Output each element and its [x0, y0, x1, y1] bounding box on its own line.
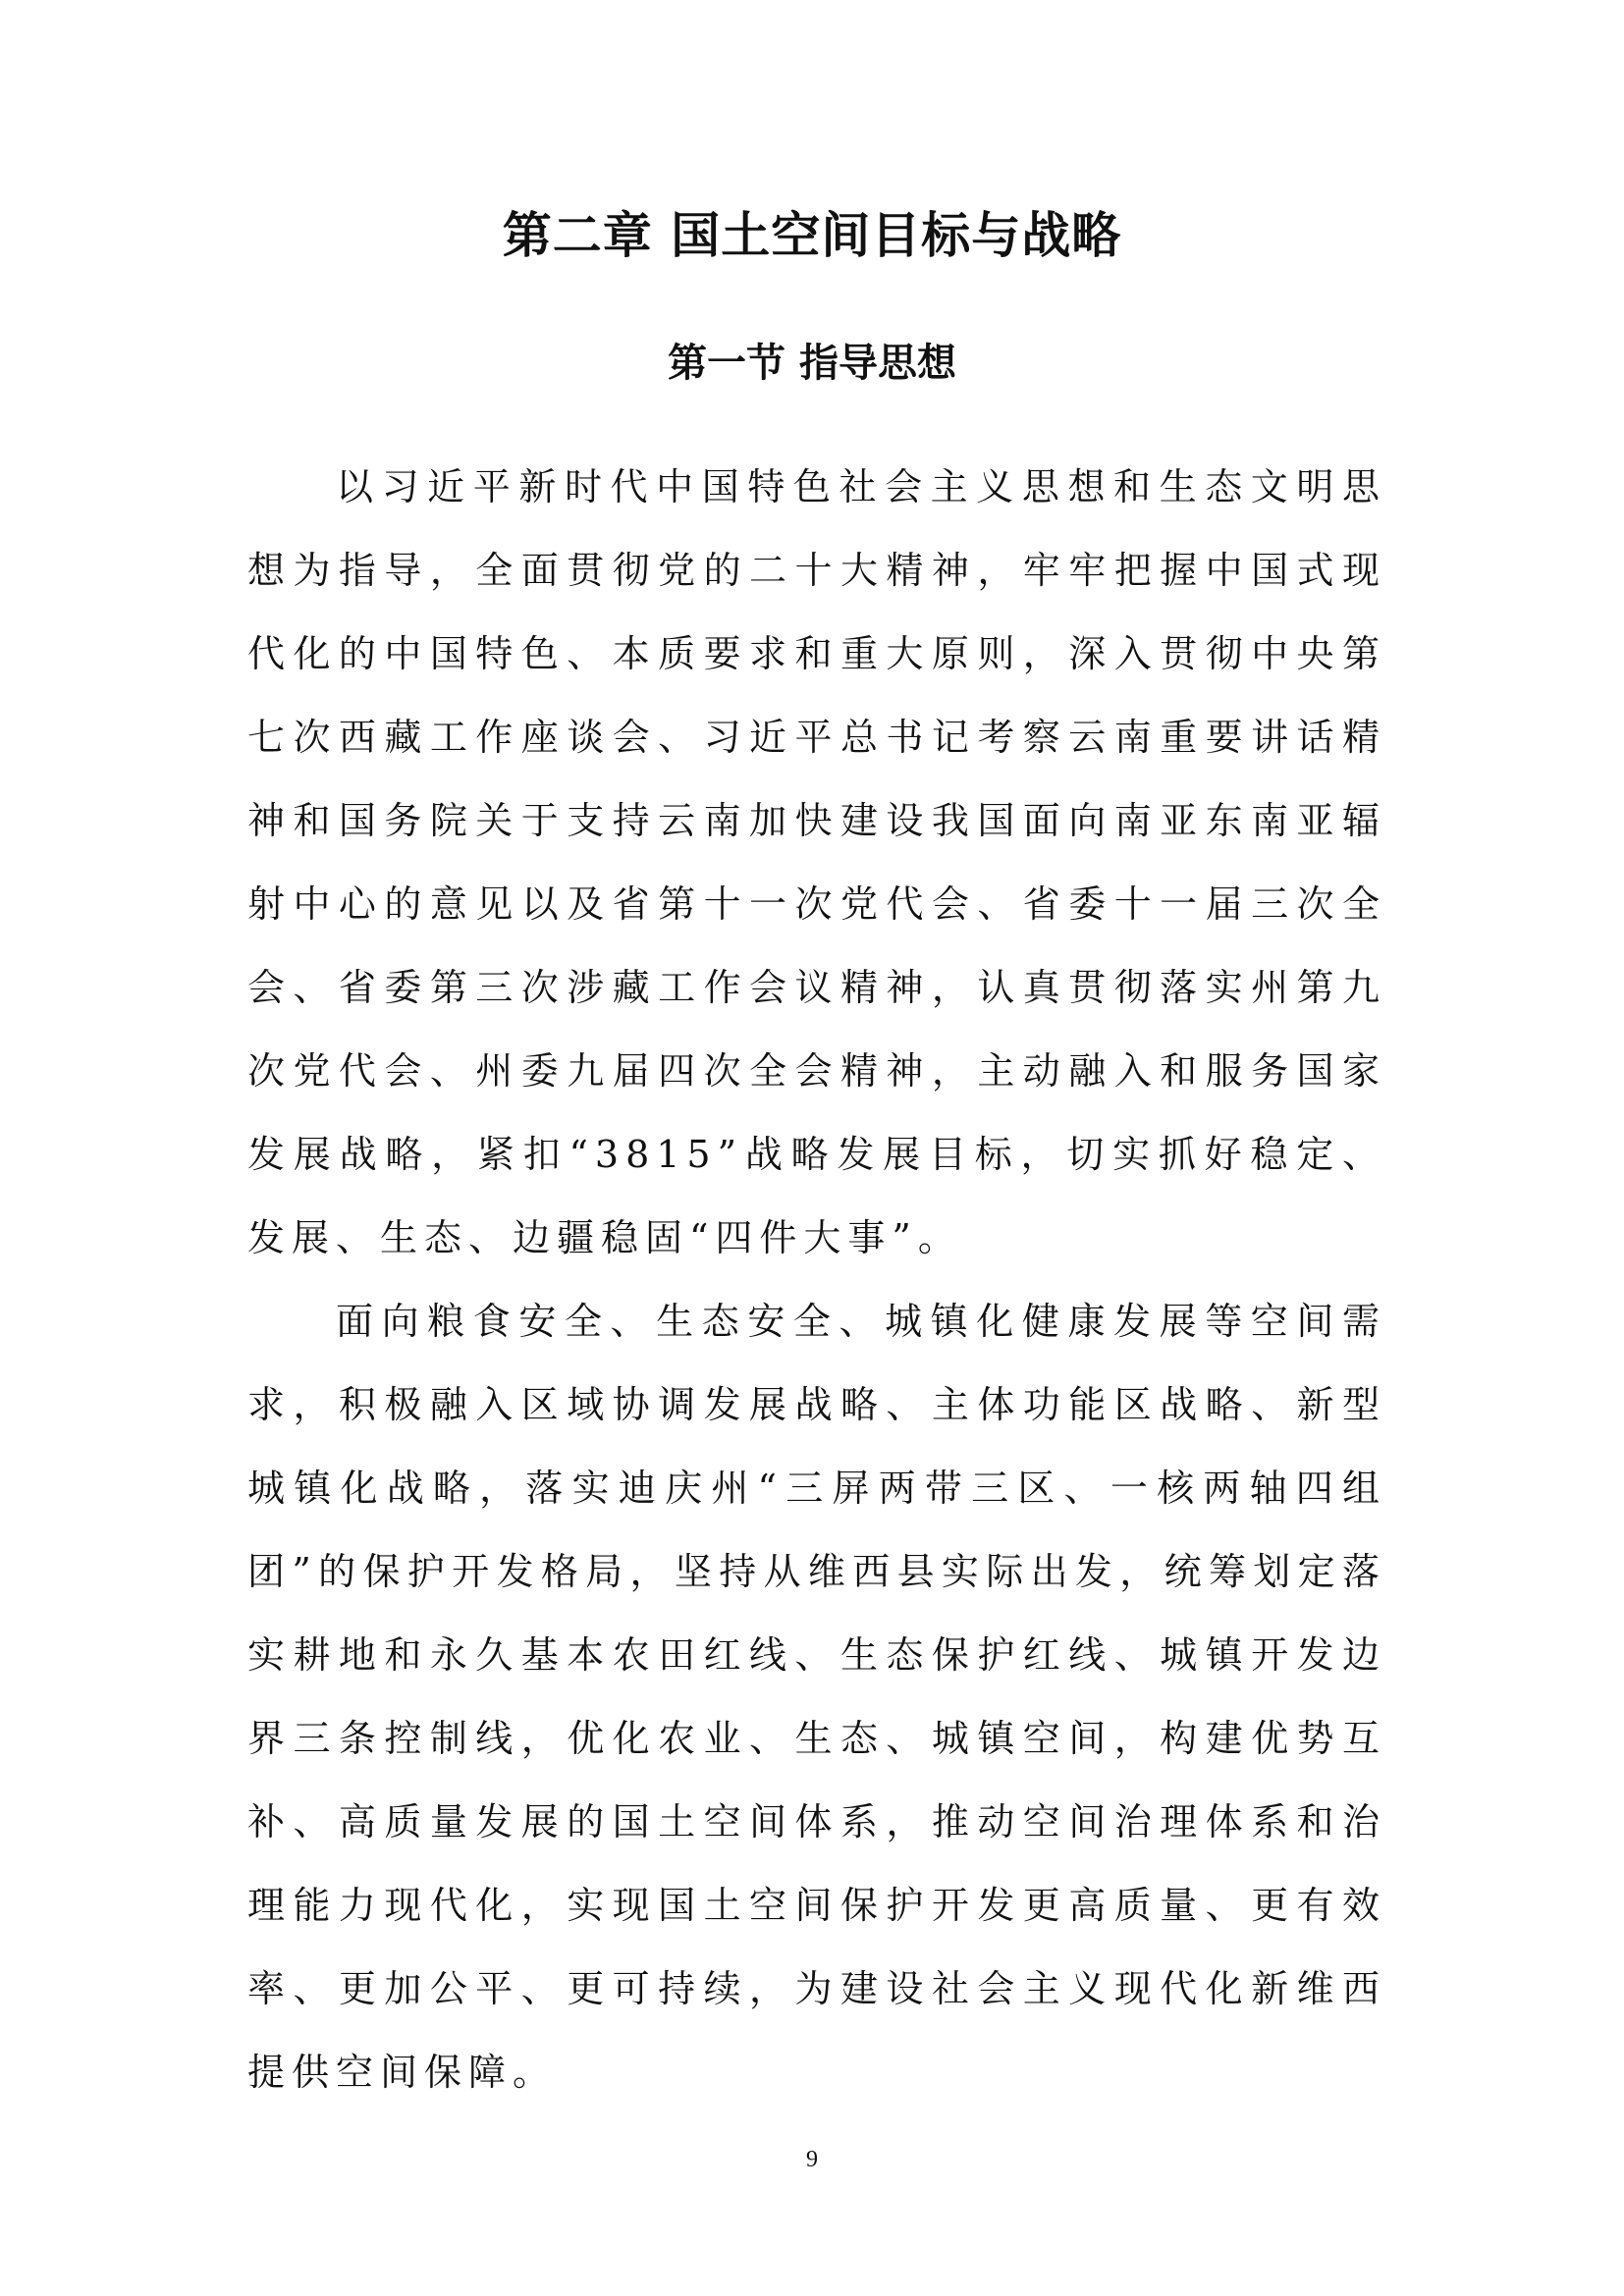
section-title: 第一节 指导思想 [668, 341, 956, 386]
paragraph-guiding-ideology: 以习近平新时代中国特色社会主义思想和生态文明思想为指导，全面贯彻党的二十大精神，牢牢把握中国式现代化的中国特色、本质要求和重大原则，深入贯彻中央第七次西藏工作座谈会、习近平总书记考察云南重要讲话精神和国务院关于支持云南加快建设我国面向南亚东南亚辐射中心的意见以及省第十一次党代会、省委十一届三次全会、省委第三次涉藏工作会议精神，认真贯彻落实州第九次党代会、州委九届四次全会精神，主动融入和服务国家发展战略，紧扣“3815”战略发展目标，切实抓好稳定、发展、生态、边疆稳固“四件大事”。 [247, 465, 1386, 1259]
chapter-title: 第二章 国土空间目标与战略 [502, 207, 1122, 264]
body-text [247, 446, 1386, 2114]
page-number: 9 [806, 2147, 818, 2172]
paragraph-spatial-demands: 面向粮食安全、生态安全、城镇化健康发展等空间需求，积极融入区域协调发展战略、主体功能区战略、新型城镇化战略，落实迪庆州“三屏两带三区、一核两轴四组团”的保护开发格局，坚持从维西县实际出发，统筹划定落实耕地和永久基本农田红线、生态保护红线、城镇开发边界三条控制线，优化农业、生态、城镇空间，构建优势互补、高质量发展的国土空间体系，推动空间治理体系和治理能力现代化，实现国土空间保护开发更高质量、更有效率、更加公平、更可持续，为建设社会主义现代化新维西提供空间保障。 [247, 1300, 1386, 2094]
